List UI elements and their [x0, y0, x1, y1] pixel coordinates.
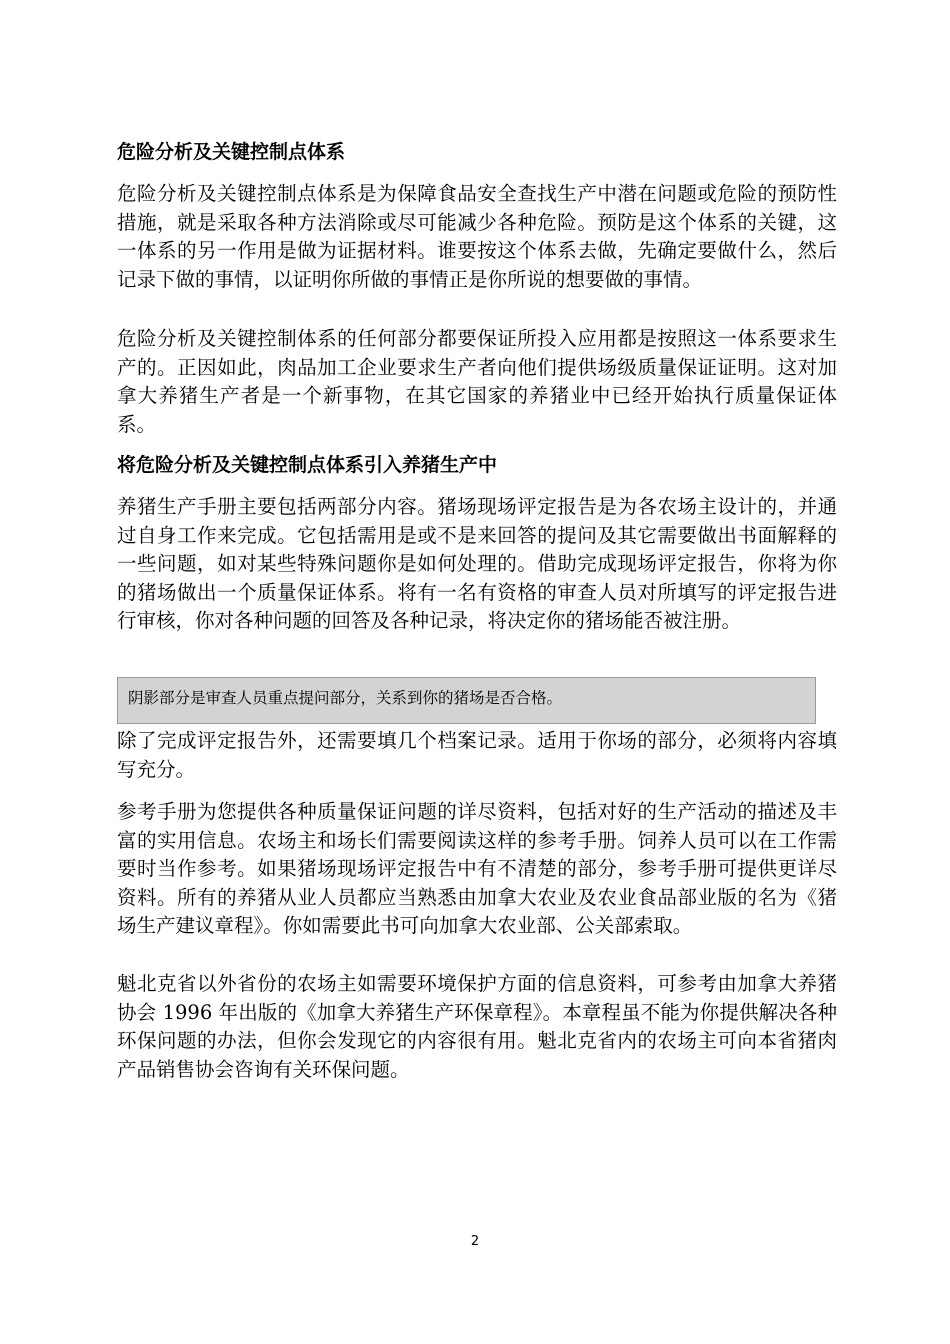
- page-number: 2: [470, 1234, 480, 1249]
- paragraph-haccp-intro: 危险分析及关键控制点体系是为保障食品安全查找生产中潜在问题或危险的预防性措施，就是采取各种方法消除或尽可能减少各种危险。预防是这个体系的关键，这一体系的另一作用是做为证据材料。谁要按这个体系去做，先确定要做什么，然后记录下做的事情，以证明你所做的事情正是你所说的想要做的事情。: [117, 182, 837, 291]
- paragraph-environment: 魁北克省以外省份的农场主如需要环境保护方面的信息资料，可参考由加拿大养猪协会 1996 年出版的《加拿大养猪生产环保章程》。本章程虽不能为你提供解决各种环保问题的办法，但你会发现它的内容很有用。魁北克省内的农场主可向本省猪肉产品销售协会咨询有关环保问题。: [117, 972, 837, 1081]
- section-heading-haccp: 危险分析及关键控制点体系: [117, 141, 346, 163]
- shaded-note-box: 阴影部分是审查人员重点提问部分，关系到你的猪场是否合格。: [117, 677, 816, 724]
- section-heading-introduce-haccp: 将危险分析及关键控制点体系引入养猪生产中: [117, 454, 498, 476]
- paragraph-reference-manual: 参考手册为您提供各种质量保证问题的详尽资料，包括对好的生产活动的描述及丰富的实用信息。农场主和场长们需要阅读这样的参考手册。饲养人员可以在工作需要时当作参考。如果猪场现场评定报告中有不清楚的部分，参考手册可提供更详尽资料。所有的养猪从业人员都应当熟悉由加拿大农业及农业食品部业版的名为《猪场生产建议章程》。你如需要此书可向加拿大农业部、公关部索取。: [117, 800, 837, 937]
- paragraph-records: 除了完成评定报告外，还需要填几个档案记录。适用于你场的部分，必须将内容填写充分。: [117, 729, 837, 781]
- paragraph-haccp-scope: 危险分析及关键控制体系的任何部分都要保证所投入应用都是按照这一体系要求生产的。正因如此，肉品加工企业要求生产者向他们提供场级质量保证证明。这对加拿大养猪生产者是一个新事物，在其它国家的养猪业中已经开始执行质量保证体系。: [117, 327, 837, 436]
- paragraph-manual-contents: 养猪生产手册主要包括两部分内容。猪场现场评定报告是为各农场主设计的，并通过自身工作来完成。它包括需用是或不是来回答的提问及其它需要做出书面解释的一些问题，如对某些特殊问题你是如何处理的。借助完成现场评定报告，你将为你的猪场做出一个质量保证体系。将有一名有资格的审查人员对所填写的评定报告进行审核，你对各种问题的回答及各种记录，将决定你的猪场能否被注册。: [117, 495, 837, 632]
